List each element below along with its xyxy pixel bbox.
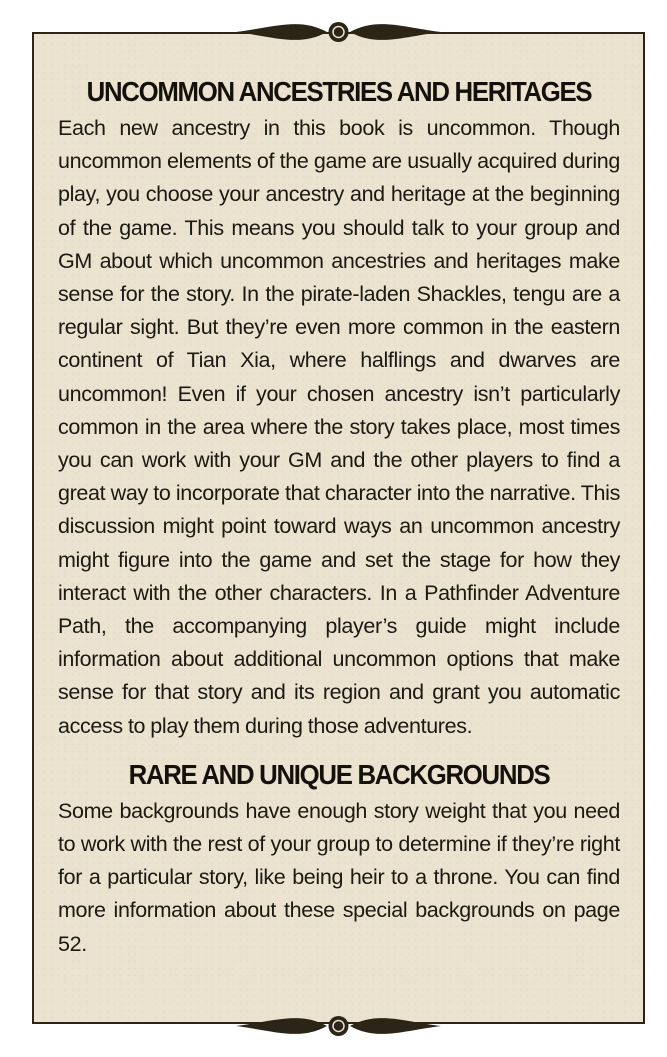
sidebar-content [58,68,620,961]
section-body-rare-backgrounds: Some backgrounds have enough story weight that you need to work with the rest of your group to determine if they’re right for a particular story, like being heir to a throne. You can find more information about these special backgrounds on page 52. [58,798,620,956]
top-ornament-icon [0,14,667,50]
section-heading-rare-backgrounds: RARE AND UNIQUE BACKGROUNDS [128,758,550,790]
section-heading-uncommon-ancestries: UNCOMMON ANCESTRIES AND HERITAGES [86,76,592,107]
section-body-uncommon-ancestries: Each new ancestry in this book is uncommon. Though uncommon elements of the game are usually acquired during play, you choose your ancestry and heritage at the beginning of the game. This means you should talk to your group and GM about which uncommon ancestries and heritages make sense for the story. In the pirate-laden Shackles, tengu are a regular sight. But they’re even more common in the eastern continent of Tian Xia, where halflings and dwarves are uncommon! Even if your chosen ancestry isn’t particularly common in the area where the story takes place, most times you can work with your GM and the other players to find a great way to incorporate that character into the narrative. This discussion might point toward ways an uncommon ancestry might figure into the game and set the stage for how they interact with the other characters. In a Pathfinder Adventure Path, the accompanying player’s guide might include information about additional uncommon options that make sense for that story and its region and grant you automatic access to play them during those adventures. [58,116,620,738]
bottom-ornament-icon [0,1008,667,1044]
